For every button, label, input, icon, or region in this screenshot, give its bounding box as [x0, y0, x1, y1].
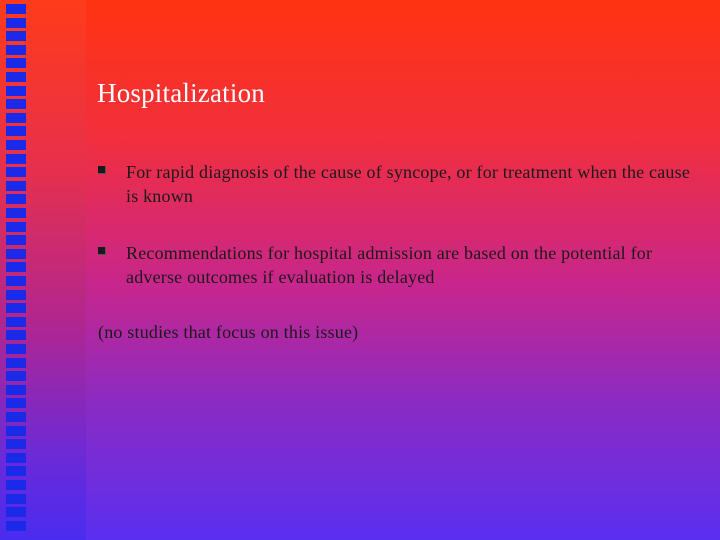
decorative-square: [6, 113, 16, 123]
decorative-square: [6, 426, 16, 436]
decorative-square: [16, 86, 26, 96]
decorative-square: [16, 249, 26, 259]
decorative-square: [6, 371, 16, 381]
note-text: (no studies that focus on this issue): [98, 322, 359, 342]
decorative-square: [6, 507, 16, 517]
decorative-square: [6, 181, 16, 191]
decorative-square: [16, 4, 26, 14]
decorative-square: [6, 317, 16, 327]
decorative-square: [16, 276, 26, 286]
decorative-square: [6, 466, 16, 476]
decorative-square: [6, 385, 16, 395]
decorative-square: [16, 113, 26, 123]
decorative-square: [6, 194, 16, 204]
decorative-square: [16, 453, 26, 463]
decorative-square: [16, 262, 26, 272]
decorative-square: [16, 45, 26, 55]
decorative-square: [16, 31, 26, 41]
decorative-square: [16, 439, 26, 449]
decorative-square: [6, 31, 16, 41]
decorative-square: [6, 521, 16, 531]
decorative-square: [16, 494, 26, 504]
decorative-square: [6, 330, 16, 340]
decorative-square-column: [0, 0, 26, 540]
decorative-square: [16, 303, 26, 313]
decorative-square: [16, 480, 26, 490]
decorative-square: [6, 494, 16, 504]
decorative-square: [16, 181, 26, 191]
decorative-square: [6, 398, 16, 408]
square-bullet-icon: [98, 247, 106, 255]
decorative-square: [6, 99, 16, 109]
decorative-square: [6, 344, 16, 354]
decorative-square: [6, 72, 16, 82]
decorative-square: [6, 222, 16, 232]
decorative-square: [16, 154, 26, 164]
decorative-square: [6, 58, 16, 68]
decorative-square: [16, 99, 26, 109]
decorative-square: [6, 86, 16, 96]
decorative-square: [16, 521, 26, 531]
decorative-square: [6, 208, 16, 218]
decorative-square: [6, 18, 16, 28]
bullet-text: For rapid diagnosis of the cause of syncope, or for treatment when the cause is known: [126, 162, 691, 206]
decorative-square: [6, 358, 16, 368]
decorative-square: [16, 58, 26, 68]
decorative-square: [6, 126, 16, 136]
decorative-square: [16, 18, 26, 28]
decorative-square: [6, 276, 16, 286]
decorative-square: [16, 466, 26, 476]
decorative-square: [16, 507, 26, 517]
decorative-square: [6, 480, 16, 490]
decorative-square: [16, 371, 26, 381]
decorative-square: [6, 303, 16, 313]
decorative-square: [16, 72, 26, 82]
decorative-square: [16, 140, 26, 150]
decorative-square: [6, 45, 16, 55]
decorative-square: [6, 235, 16, 245]
decorative-square: [16, 344, 26, 354]
bullet-text: Recommendations for hospital admission are based on the potential for adverse outcomes if evaluation is delayed: [126, 243, 653, 287]
decorative-square: [16, 126, 26, 136]
decorative-square: [16, 412, 26, 422]
decorative-square: [16, 222, 26, 232]
decorative-square: [16, 330, 26, 340]
decorative-square: [16, 358, 26, 368]
decorative-square: [16, 167, 26, 177]
decorative-square: [16, 290, 26, 300]
decorative-square: [16, 426, 26, 436]
slide-title: Hospitalization: [97, 78, 265, 108]
decorative-square: [16, 208, 26, 218]
decorative-square: [6, 167, 16, 177]
decorative-square: [6, 453, 16, 463]
decorative-square: [6, 290, 16, 300]
decorative-square: [16, 317, 26, 327]
decorative-square: [6, 140, 16, 150]
decorative-square: [16, 194, 26, 204]
left-decorative-band: [0, 0, 86, 540]
decorative-square: [6, 439, 16, 449]
decorative-square: [16, 385, 26, 395]
square-bullet-icon: [98, 166, 106, 174]
decorative-square: [6, 262, 16, 272]
decorative-square: [6, 249, 16, 259]
decorative-square: [6, 154, 16, 164]
decorative-square: [6, 412, 16, 422]
decorative-square: [16, 235, 26, 245]
decorative-square: [6, 4, 16, 14]
decorative-square: [16, 398, 26, 408]
